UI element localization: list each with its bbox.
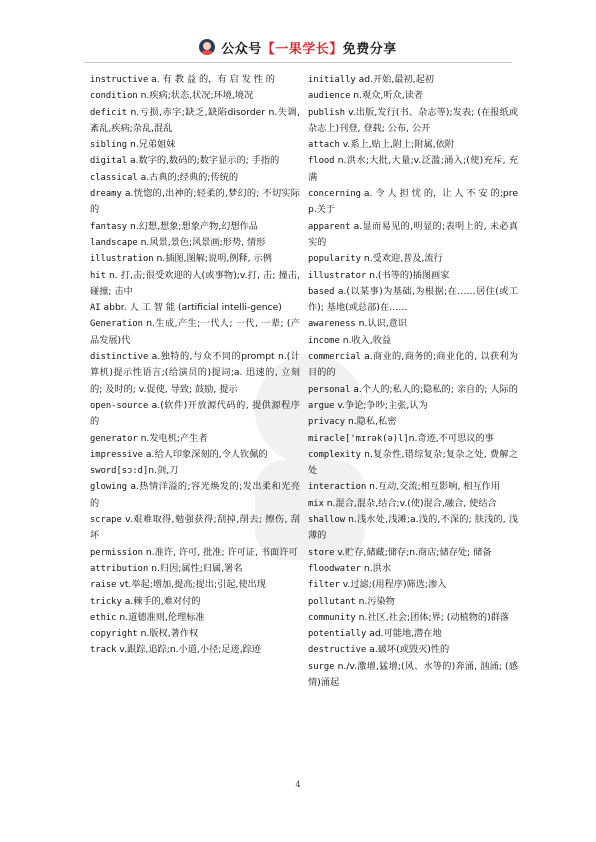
entry-definition: a.独特的,与众不同的prompt n.(计算机)提示性语言;(给演员的)提词;a. 迅速的, 立刻的; 及时的; v.促使, 导致; 鼓励, 提示 xyxy=(90,351,300,395)
vocabulary-entry xyxy=(308,72,518,88)
vocabulary-entry xyxy=(308,186,518,219)
entry-word: glowing xyxy=(90,482,128,493)
entry-word: digital xyxy=(90,156,128,167)
entry-word: illustrator xyxy=(308,270,367,281)
vocabulary-entry xyxy=(308,479,518,495)
entry-definition: n.洪水 xyxy=(360,562,392,574)
entry-definition: n.洪水;大批,大量;v.泛滥;涌入;(使)充斥, 充满 xyxy=(308,155,518,183)
entry-definition: n.发电机;产生者 xyxy=(137,432,208,444)
entry-definition: n.观众,听众,读者 xyxy=(350,90,424,102)
entry-word: concerning xyxy=(308,189,361,200)
entry-word: attribution xyxy=(90,563,149,574)
entry-definition: a.(以某事)为基础,为根据;在……居住(或工作); 基地(或总部)在…… xyxy=(308,285,518,314)
entry-definition: n.隐私,私密 xyxy=(345,416,397,428)
vocabulary-entry xyxy=(308,251,518,267)
vocabulary-entry xyxy=(308,659,518,692)
entry-word: audience xyxy=(308,91,351,102)
entry-word: generator xyxy=(90,433,138,444)
entry-definition: n.剑,刀 xyxy=(148,465,179,477)
entry-word: instructive xyxy=(90,75,149,85)
entry-definition: a. 令 人 担 忧 的，让 人 不 安 的;prep.关于 xyxy=(308,188,518,216)
entry-word: publish xyxy=(308,107,346,118)
entry-definition: abbr. 人 工 智 能 (artificial intelli-gence) xyxy=(100,302,282,314)
entry-word: copyright xyxy=(90,629,138,640)
vocabulary-entry xyxy=(308,610,518,626)
entry-definition: v.跟踪,追踪;n.小道,小径;足迹,踪迹 xyxy=(116,644,261,656)
entry-word: open-source xyxy=(90,400,149,411)
entry-word: raise xyxy=(90,580,117,591)
entry-word: initially xyxy=(308,75,356,85)
entry-definition: n.风景,景色;风景画;形势, 情形 xyxy=(137,236,266,248)
header-brand xyxy=(0,38,596,56)
vocabulary-entry xyxy=(308,512,518,545)
vocabulary-entry xyxy=(90,642,300,658)
entry-word: destructive xyxy=(308,645,367,656)
entry-word: argue xyxy=(308,400,335,411)
vocabulary-entry xyxy=(308,545,518,561)
vocabulary-entry xyxy=(308,219,518,252)
vocabulary-entry xyxy=(308,414,518,430)
entry-word: impressive xyxy=(90,449,143,460)
entry-word: shallow xyxy=(308,515,346,526)
entry-definition: n.奇迹,不可思议的事 xyxy=(408,432,494,444)
entry-word: hit xyxy=(90,270,106,281)
vocabulary-entry xyxy=(308,447,518,480)
vocabulary-entry xyxy=(308,333,518,349)
entry-word: popularity xyxy=(308,254,361,265)
entry-definition: vt.举起;增加,提高;提出;引起,使出现 xyxy=(116,579,266,591)
header-divider xyxy=(84,62,512,63)
vocabulary-entry xyxy=(90,594,300,610)
entry-word: floodwater xyxy=(308,563,361,574)
vocabulary-entry xyxy=(308,496,518,512)
vocabulary-entry xyxy=(90,88,300,104)
entry-definition: n.污染物 xyxy=(355,595,395,607)
vocabulary-column-left xyxy=(90,72,300,659)
entry-word: illustration xyxy=(90,254,154,265)
entry-definition: a.(软件)开放源代码的, 提供源程序的 xyxy=(90,399,300,428)
entry-word: commercial xyxy=(308,352,361,363)
vocabulary-entry xyxy=(308,105,518,138)
entry-word: classical xyxy=(90,172,138,183)
vocabulary-entry xyxy=(308,349,518,382)
entry-word: privacy xyxy=(308,417,346,428)
entry-word: interaction xyxy=(308,482,367,493)
entry-definition: n.浅水处,浅滩;a.浅的,不深的; 肤浅的, 浅薄的 xyxy=(308,514,518,542)
entry-definition: a.个人的;私人的;隐私的; 亲自的; 人际的 xyxy=(350,383,518,395)
entry-word: distinctive xyxy=(90,352,149,363)
vocabulary-entry xyxy=(90,479,300,512)
entry-definition: a.恍惚的,出神的;轻柔的,梦幻的; 不切实际的 xyxy=(90,188,300,216)
vocabulary-entry xyxy=(308,577,518,593)
entry-definition: a.给人印象深刻的,令人钦佩的 xyxy=(142,448,268,460)
avatar-logo-icon xyxy=(199,39,215,55)
entry-word: pollutant xyxy=(308,596,356,607)
vocabulary-entry xyxy=(308,268,518,284)
vocabulary-entry xyxy=(90,72,300,88)
entry-definition: n.生成,产生;一代人; 一代, 一辈; (产品发展)代 xyxy=(90,318,300,346)
entry-definition: ad.可能地,潜在地 xyxy=(366,628,442,640)
entry-definition: ad.开始,最初,起初 xyxy=(355,74,434,85)
entry-definition: n.幻想,想象;想象产物,幻想作品 xyxy=(127,220,258,232)
page-number: 4 xyxy=(295,780,301,789)
vocabulary-entry xyxy=(308,431,518,447)
entry-definition: n. 打,击;很受欢迎的人(或事物);v.打, 击; 撞击, 碰撞; 击中 xyxy=(90,269,300,297)
vocabulary-entry xyxy=(90,186,300,219)
entry-word: track xyxy=(90,645,117,656)
vocabulary-entry xyxy=(90,545,300,561)
header-title-prefix: 公众号 xyxy=(221,41,262,57)
entry-definition: v.争论;争吵;主张,认为 xyxy=(334,399,428,411)
vocabulary-entry xyxy=(308,153,518,186)
entry-word: Generation xyxy=(90,319,143,330)
entry-word: landscape xyxy=(90,237,138,248)
vocabulary-entry xyxy=(90,512,300,545)
vocabulary-entry xyxy=(90,268,300,301)
entry-definition: n./v.激增,猛增;(风、水等的)奔涌, 汹涌; (感情)涌起 xyxy=(308,660,518,688)
vocabulary-entry xyxy=(308,137,518,153)
entry-definition: n.收入,收益 xyxy=(339,334,392,346)
entry-definition: n.(书等的)插图画家 xyxy=(366,269,450,281)
vocabulary-entry xyxy=(90,447,300,463)
entry-word: scrape xyxy=(90,515,122,526)
vocabulary-entry xyxy=(308,594,518,610)
entry-definition: a.显而易见的,明显的;表明上的, 未必真实的 xyxy=(308,220,518,248)
entry-definition: a.破坏(或毁灭)性的 xyxy=(366,644,450,656)
entry-definition: n.兄弟姐妹 xyxy=(127,139,176,151)
entry-definition: a.热情洋溢的;容光焕发的;发出柔和光亮的 xyxy=(90,481,300,509)
entry-definition: n.互动,交流;相互影响, 相互作用 xyxy=(366,481,501,493)
entry-definition: v.系上,贴上,附上;附属,依附 xyxy=(339,139,455,151)
vocabulary-entry xyxy=(308,316,518,332)
page-header xyxy=(0,0,596,62)
entry-definition: n.认识,意识 xyxy=(355,318,408,330)
vocabulary-entry xyxy=(308,382,518,398)
entry-definition: n.版权,著作权 xyxy=(137,628,199,640)
entry-definition: a.古典的;经典的;传统的 xyxy=(137,171,239,183)
vocabulary-entry xyxy=(90,235,300,251)
entry-definition: n.疾病;状态,状况;环境,境况 xyxy=(137,90,254,102)
entry-word: mix xyxy=(308,498,324,509)
entry-word: sword[sɔ:d] xyxy=(90,466,149,477)
entry-word: flood xyxy=(308,156,335,167)
entry-definition: a.商业的,商务的;商业化的, 以获利为目的的 xyxy=(308,351,518,379)
entry-word: awareness xyxy=(308,319,356,330)
entry-word: based xyxy=(308,286,335,297)
vocabulary-entry xyxy=(90,463,300,479)
entry-word: store xyxy=(308,547,335,558)
entry-word: deficit xyxy=(90,107,128,118)
vocabulary-entry xyxy=(308,561,518,577)
vocabulary-entry xyxy=(90,431,300,447)
entry-word: surge xyxy=(308,661,335,672)
entry-word: AI xyxy=(90,303,101,314)
vocabulary-entry xyxy=(90,153,300,169)
entry-word: sibling xyxy=(90,140,128,151)
vocabulary-entry xyxy=(308,626,518,642)
vocabulary-column-right xyxy=(308,72,518,691)
entry-word: fantasy xyxy=(90,221,128,232)
vocabulary-entry xyxy=(308,398,518,414)
entry-word: permission xyxy=(90,547,143,558)
vocabulary-entry xyxy=(90,316,300,349)
header-title xyxy=(221,38,397,57)
entry-definition: n.道德准则,伦理标准 xyxy=(116,611,205,623)
entry-definition: v.艰难取得,勉强获得;刮掉,削去; 擦伤, 刮坏 xyxy=(90,514,300,542)
vocabulary-entry xyxy=(90,137,300,153)
vocabulary-entry xyxy=(90,170,300,186)
vocabulary-entry xyxy=(90,300,300,316)
vocabulary-entry xyxy=(90,219,300,235)
entry-word: dreamy xyxy=(90,189,122,200)
entry-definition: v.过滤;(用程序)筛选;渗入 xyxy=(339,579,447,591)
entry-definition: n.复杂性,错综复杂;复杂之处, 费解之处 xyxy=(308,448,518,477)
entry-definition: n.亏损,赤字;缺乏,缺陷disorder n.失调,紊乱,疾病;杂乱,混乱 xyxy=(90,106,300,134)
entry-definition: a.棘手的,难对付的 xyxy=(121,595,201,607)
entry-word: attach xyxy=(308,140,340,151)
entry-word: filter xyxy=(308,580,340,591)
entry-word: personal xyxy=(308,384,351,395)
entry-word: miracle['mɪrək(ə)l] xyxy=(308,433,409,444)
vocabulary-entry xyxy=(90,398,300,431)
vocabulary-entry xyxy=(90,251,300,267)
vocabulary-entry xyxy=(90,626,300,642)
entry-definition: n.插图,图解;说明,例释, 示例 xyxy=(153,253,272,265)
vocabulary-entry xyxy=(90,610,300,626)
entry-definition: a. 有 教 益 的，有 启 发 性 的 xyxy=(148,74,275,85)
vocabulary-entry xyxy=(308,284,518,317)
vocabulary-entry xyxy=(308,88,518,104)
vocabulary-entry xyxy=(90,105,300,138)
entry-definition: n.归因;属性;归属,署名 xyxy=(148,562,243,574)
entry-word: ethic xyxy=(90,612,117,623)
entry-word: community xyxy=(308,612,356,623)
entry-definition: n.混合,混杂,结合;v.(使)混合,融合, 使结合 xyxy=(323,497,497,509)
entry-definition: n.社区,社会;团体;界; (动植物的)群落 xyxy=(355,611,510,623)
entry-word: apparent xyxy=(308,221,351,232)
vocabulary-entry xyxy=(308,642,518,658)
entry-word: income xyxy=(308,335,340,346)
entry-word: condition xyxy=(90,91,138,102)
entry-word: potentially xyxy=(308,629,367,640)
entry-definition: n.准许, 许可, 批准; 许可证, 书面许可 xyxy=(142,546,298,558)
entry-definition: v.出版,发行(书、杂志等);发表; (在报纸或杂志上)刊登, 登载; 公布, 公开 xyxy=(308,106,518,134)
entry-word: complexity xyxy=(308,449,361,460)
vocabulary-entry xyxy=(90,577,300,593)
entry-definition: a.数字的,数码的;数字显示的; 手指的 xyxy=(127,155,280,167)
entry-word: tricky xyxy=(90,596,122,607)
entry-definition: n.受欢迎,普及,流行 xyxy=(360,253,443,265)
entry-definition: v.贮存,储藏;储存;n.商店;储存处; 储备 xyxy=(334,546,492,558)
vocabulary-entry xyxy=(90,561,300,577)
header-title-suffix: 免费分享 xyxy=(342,41,397,57)
vocabulary-entry xyxy=(90,349,300,398)
header-title-brand: 【一果学长】 xyxy=(261,41,343,57)
